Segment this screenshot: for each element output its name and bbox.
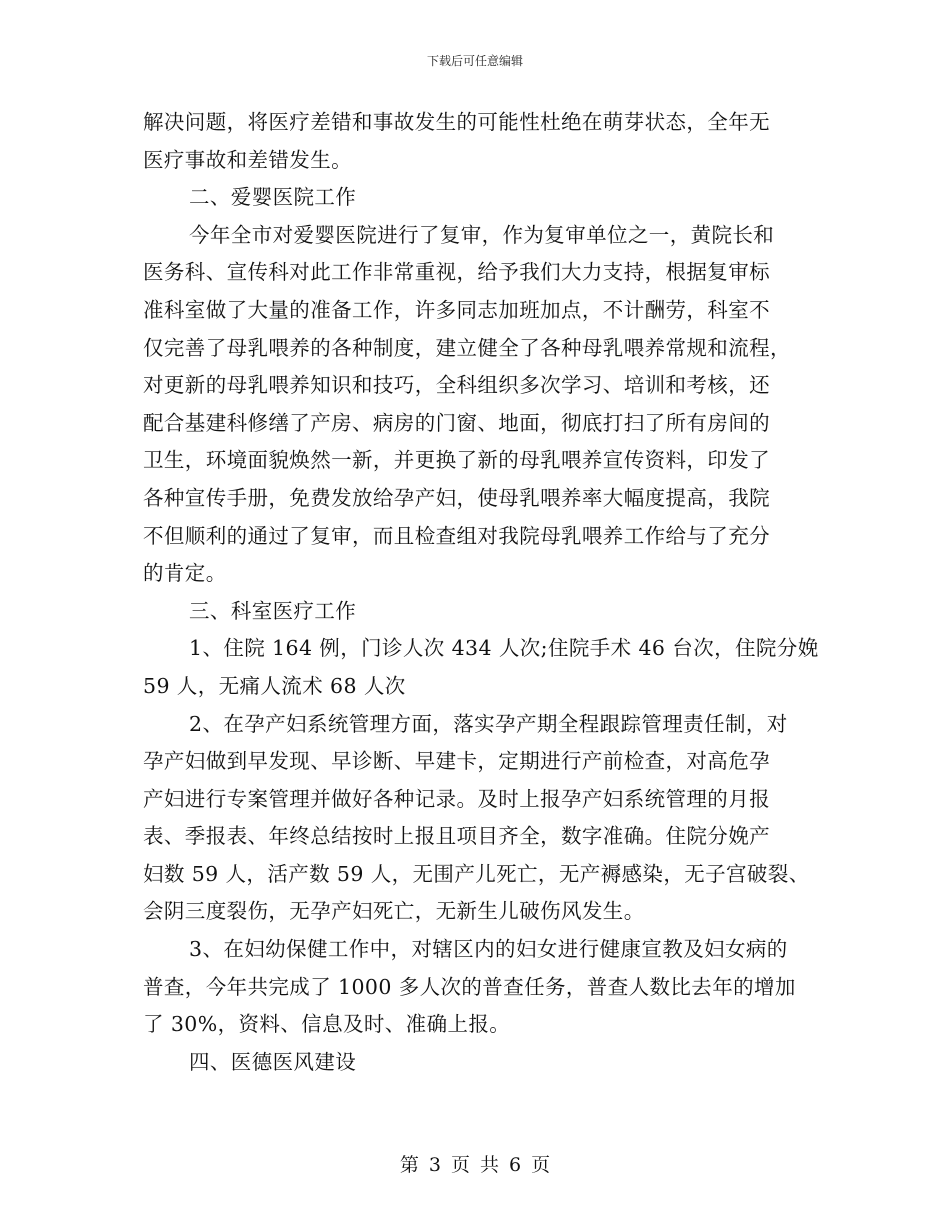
text-line-11: 各种宣传手册，免费发放给孕产妇，使母乳喂养率大幅度提高，我院 bbox=[143, 485, 770, 510]
text-line-12: 不但顺利的通过了复审，而且检查组对我院母乳喂养工作给与了充分 bbox=[143, 523, 770, 548]
text-line-6: 准科室做了大量的准备工作，许多同志加班加点，不计酬劳，科室不 bbox=[143, 297, 770, 322]
text-line-19: 产妇进行专案管理并做好各种记录。及时上报孕产妇系统管理的月报 bbox=[143, 786, 770, 811]
text-line-22: 会阴三度裂伤，无孕产妇死亡，无新生儿破伤风发生。 bbox=[143, 899, 645, 924]
text-line-10: 卫生，环境面貌焕然一新，并更换了新的母乳喂养宣传资料，印发了 bbox=[143, 448, 770, 473]
text-line-8: 对更新的母乳喂养知识和技巧，全科组织多次学习、培训和考核，还 bbox=[143, 373, 770, 398]
text-line-2: 医疗事故和差错发生。 bbox=[143, 147, 352, 172]
text-line-20: 表、季报表、年终总结按时上报且项目齐全，数字准确。住院分娩产 bbox=[143, 824, 770, 849]
section-heading-department-medical-work: 三、科室医疗工作 bbox=[189, 598, 357, 623]
text-line-7: 仅完善了母乳喂养的各种制度，建立健全了各种母乳喂养常规和流程， bbox=[143, 335, 791, 360]
page-header-note: 下载后可任意编辑 bbox=[426, 54, 523, 68]
text-line-17: 2、在孕产妇系统管理方面，落实孕产期全程跟踪管理责任制，对 bbox=[189, 711, 788, 736]
text-line-1: 解决问题，将医疗差错和事故发生的可能性杜绝在萌芽状态，全年无 bbox=[143, 110, 770, 134]
text-line-24: 普查，今年共完成了 1000 多人次的普查任务，普查人数比去年的增加 bbox=[143, 974, 796, 999]
text-line-25: 了 30%，资料、信息及时、准确上报。 bbox=[143, 1012, 511, 1037]
text-line-9: 配合基建科修缮了产房、病房的门窗、地面，彻底打扫了所有房间的 bbox=[143, 410, 770, 435]
text-line-15: 1、住院 164 例，门诊人次 434 人次;住院手术 46 台次，住院分娩 bbox=[189, 636, 819, 661]
document-body bbox=[143, 104, 819, 1081]
text-line-5: 医务科、宣传科对此工作非常重视，给予我们大力支持，根据复审标 bbox=[143, 260, 770, 285]
section-heading-aiying-hospital: 二、爱婴医院工作 bbox=[189, 185, 357, 210]
text-line-13: 的肯定。 bbox=[143, 561, 227, 586]
text-line-23: 3、在妇幼保健工作中，对辖区内的妇女进行健康宣教及妇女病的 bbox=[189, 937, 788, 962]
text-line-21: 妇数 59 人，活产数 59 人，无围产儿死亡，无产褥感染，无子宫破裂、 bbox=[143, 861, 810, 886]
text-line-16: 59 人，无痛人流术 68 人次 bbox=[143, 673, 406, 698]
section-heading-medical-ethics: 四、医德医风建设 bbox=[189, 1049, 357, 1074]
page-number-footer: 第 3 页 共 6 页 bbox=[399, 1154, 551, 1176]
text-line-18: 孕产妇做到早发现、早诊断、早建卡，定期进行产前检查，对高危孕 bbox=[143, 749, 770, 774]
text-line-4: 今年全市对爱婴医院进行了复审，作为复审单位之一，黄院长和 bbox=[189, 222, 775, 247]
